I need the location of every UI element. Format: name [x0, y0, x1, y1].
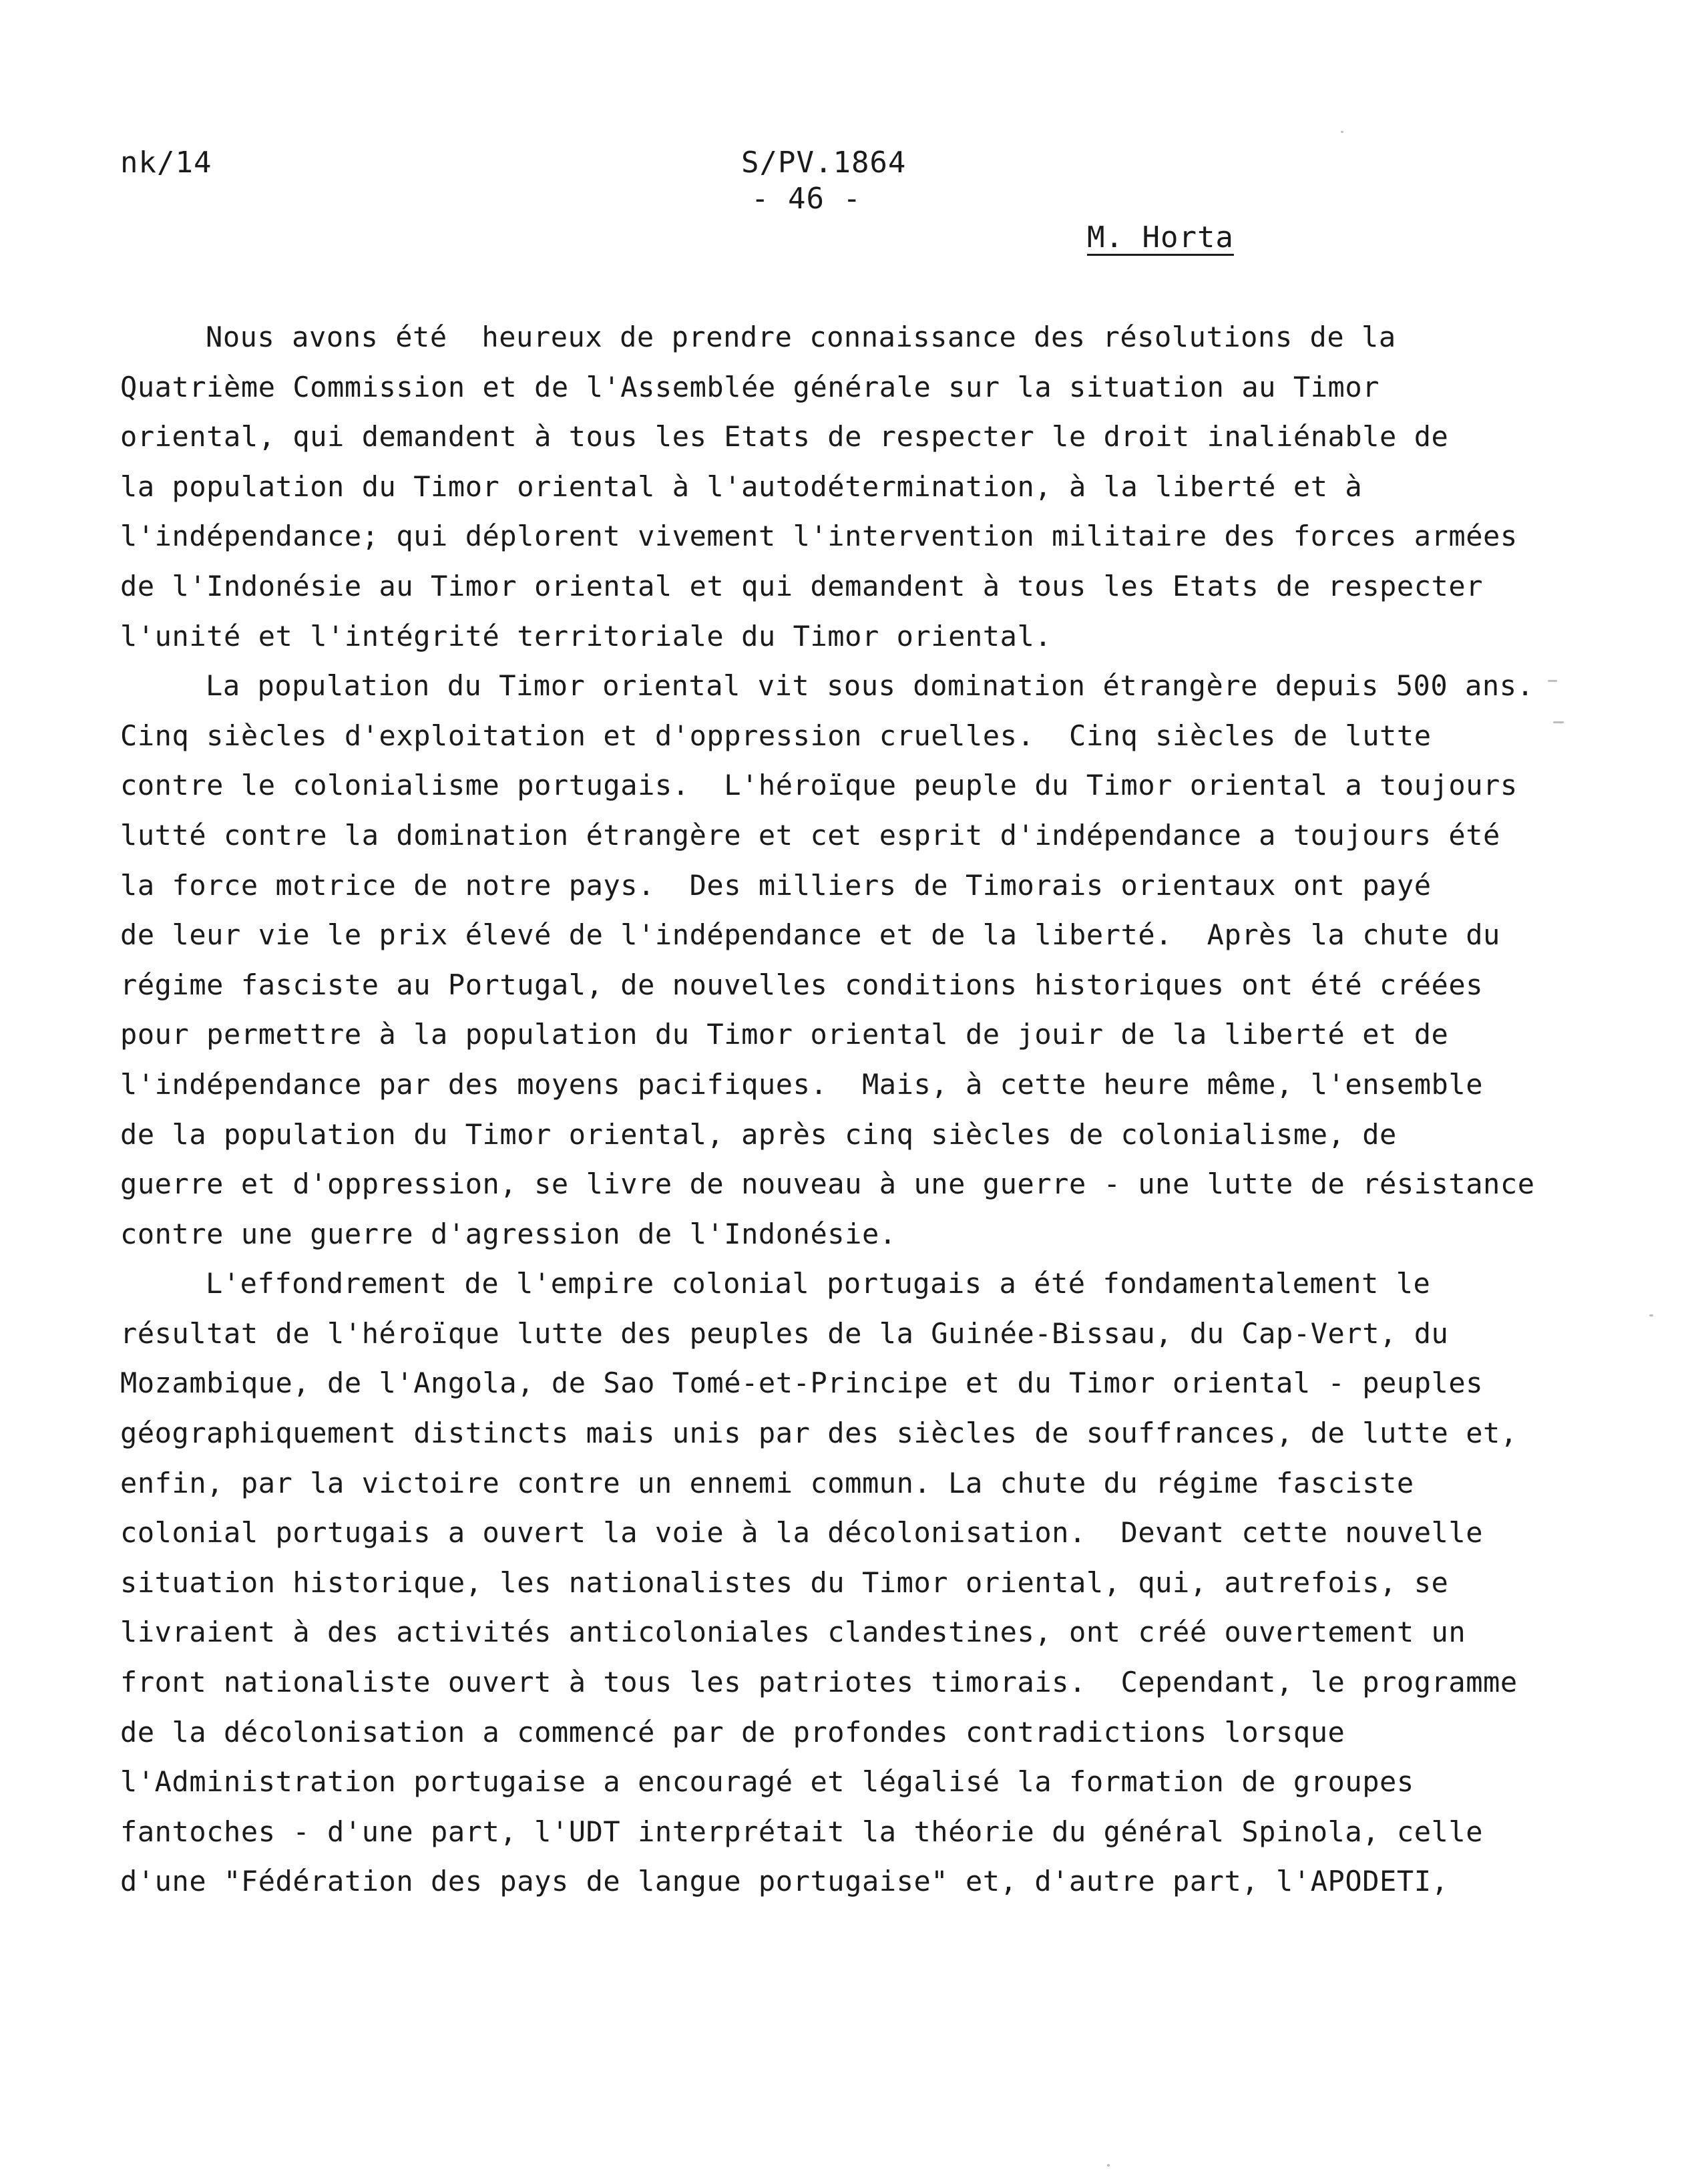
text-line: Quatrième Commission et de l'Assemblée générale sur la situation au Timor — [120, 370, 1380, 403]
text-line: colonial portugais a ouvert la voie à la décolonisation. Devant cette nouvelle — [120, 1516, 1484, 1550]
scan-speck — [1548, 680, 1557, 682]
document-code: nk/14 — [120, 146, 212, 180]
text-line: l'indépendance; qui déplorent vivement l'intervention militaire des forces armées — [120, 520, 1518, 553]
text-line: de leur vie le prix élevé de l'indépendance et de la liberté. Après la chute du — [120, 918, 1500, 952]
text-line: résultat de l'héroïque lutte des peuples de la Guinée-Bissau, du Cap-Vert, du — [120, 1316, 1449, 1350]
text-line: La population du Timor oriental vit sous domination étrangère depuis 500 ans. — [206, 669, 1534, 703]
text-line: guerre et d'oppression, se livre de nouveau à une guerre - une lutte de résistance — [120, 1167, 1535, 1201]
scan-speck — [1107, 2164, 1110, 2167]
text-line: L'effondrement de l'empire colonial portugais a été fondamentalement le — [206, 1267, 1431, 1300]
text-line: Mozambique, de l'Angola, de Sao Tomé-et-Principe et du Timor oriental - peuples — [120, 1367, 1484, 1400]
document-symbol: S/PV.1864 — [741, 146, 907, 180]
text-line: de la population du Timor oriental, après cinq siècles de colonialisme, de — [120, 1117, 1397, 1151]
text-line: contre le colonialisme portugais. L'héroïque peuple du Timor oriental a toujours — [120, 769, 1518, 802]
scan-speck — [1649, 1314, 1653, 1316]
text-line: pour permettre à la population du Timor oriental de jouir de la liberté et de — [120, 1018, 1449, 1051]
text-line: la force motrice de notre pays. Des milliers de Timorais orientaux ont payé — [120, 868, 1432, 902]
text-line: de l'Indonésie au Timor oriental et qui demandent à tous les Etats de respecter — [120, 569, 1484, 602]
text-line: d'une "Fédération des pays de langue portugaise" et, d'autre part, l'APODETI, — [120, 1865, 1449, 1898]
text-line: Nous avons été heureux de prendre connaissance des résolutions de la — [206, 321, 1396, 353]
text-line: de la décolonisation a commencé par de profondes contradictions lorsque — [120, 1715, 1345, 1749]
body-text — [120, 313, 1535, 1907]
text-line: situation historique, les nationalistes du Timor oriental, qui, autrefois, se — [120, 1566, 1449, 1599]
speaker-name: M. Horta — [1087, 220, 1234, 254]
scan-speck — [1553, 721, 1564, 723]
text-line: livraient à des activités anticoloniales clandestines, ont créé ouvertement un — [120, 1616, 1466, 1649]
text-line: enfin, par la victoire contre un ennemi commun. La chute du régime fasciste — [120, 1466, 1414, 1499]
text-line: l'Administration portugaise a encouragé et légalisé la formation de groupes — [120, 1765, 1414, 1799]
text-line: front nationaliste ouvert à tous les patriotes timorais. Cependant, le programme — [120, 1666, 1518, 1699]
text-line: l'indépendance par des moyens pacifiques. Mais, à cette heure même, l'ensemble — [120, 1067, 1484, 1101]
page-number: - 46 - — [751, 182, 861, 216]
text-line: oriental, qui demandent à tous les Etats de respecter le droit inaliénable de — [120, 420, 1449, 453]
text-line: géographiquement distincts mais unis par des siècles de souffrances, de lutte et, — [120, 1417, 1518, 1450]
text-line: lutté contre la domination étrangère et cet esprit d'indépendance a toujours été — [120, 818, 1500, 852]
text-line: régime fasciste au Portugal, de nouvelles conditions historiques ont été créées — [120, 968, 1484, 1001]
text-line: l'unité et l'intégrité territoriale du Timor oriental. — [120, 619, 1052, 653]
text-line: la population du Timor oriental à l'autodétermination, à la liberté et à — [120, 470, 1363, 503]
text-line: Cinq siècles d'exploitation et d'oppression cruelles. Cinq siècles de lutte — [120, 719, 1432, 752]
text-line: fantoches - d'une part, l'UDT interprétait la théorie du général Spinola, celle — [120, 1815, 1484, 1848]
text-line: contre une guerre d'agression de l'Indonésie. — [120, 1217, 897, 1250]
scan-speck — [1341, 131, 1343, 133]
